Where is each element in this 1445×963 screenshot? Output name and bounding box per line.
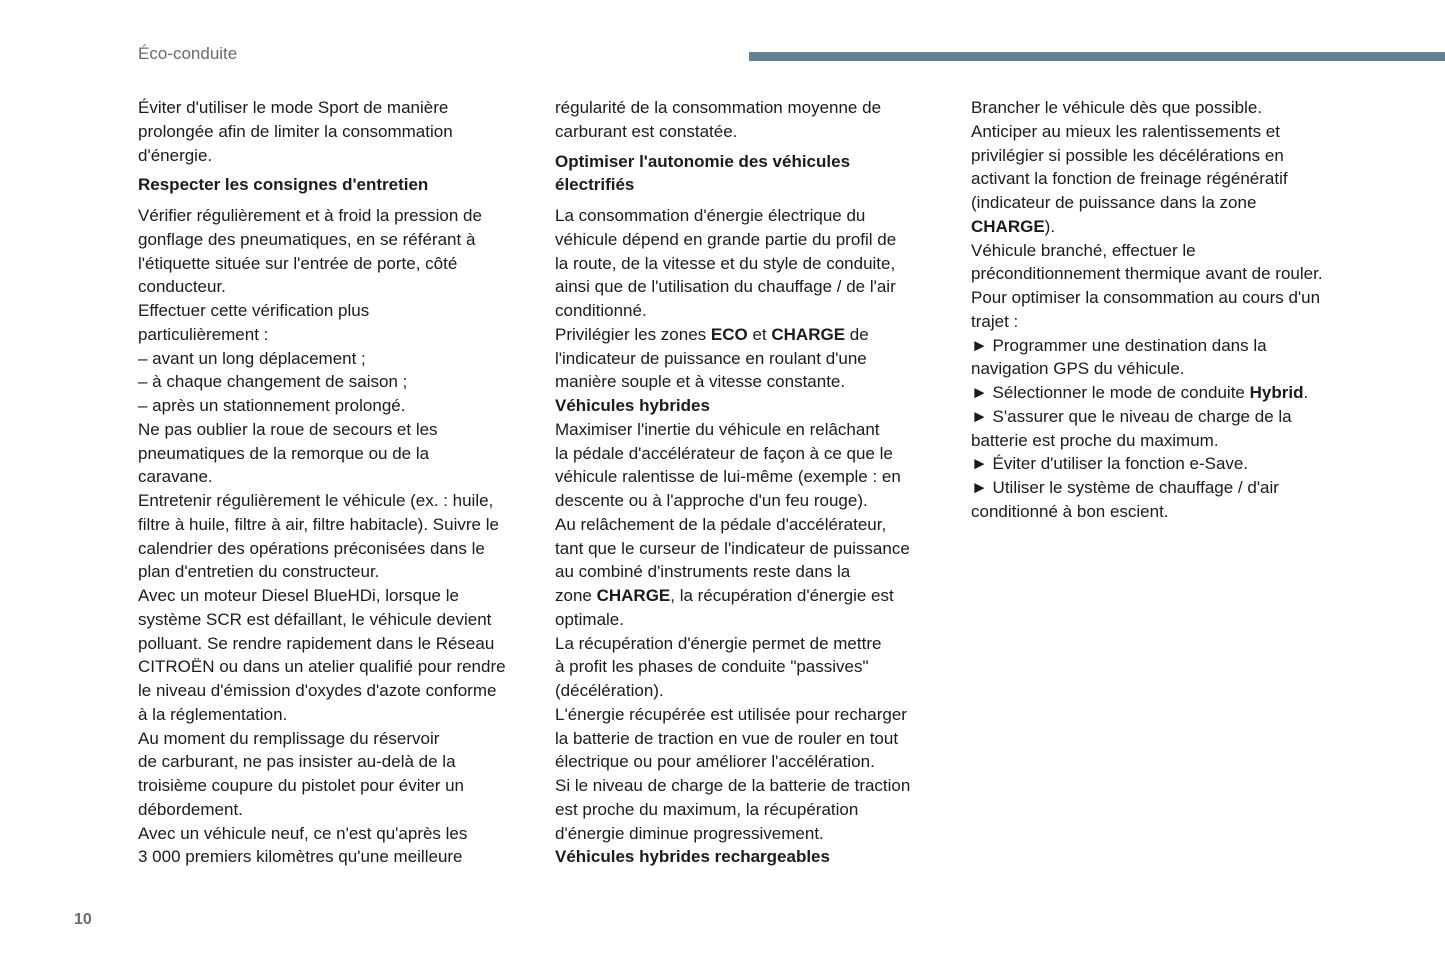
text-line	[555, 150, 955, 174]
text: Au relâchement de la pédale d'accélérateur,	[555, 514, 887, 534]
text-line	[971, 429, 1371, 453]
column-2	[555, 96, 955, 869]
text-line	[138, 489, 538, 513]
text-line	[138, 370, 538, 394]
text: La consommation d'énergie électrique du	[555, 206, 866, 225]
text: électrifiés	[555, 175, 635, 195]
text: zone	[555, 586, 597, 605]
text-line	[555, 489, 955, 513]
text: .	[1303, 383, 1309, 402]
text: gonflage des pneumatiques, en se référant à	[138, 229, 476, 249]
text: Pour optimiser la consommation au cours d'un	[971, 288, 1321, 307]
text: véhicule ralentisse de lui-même (exemple : en	[555, 467, 901, 487]
text: batterie est proche du maximum.	[971, 430, 1219, 450]
text-line	[138, 632, 538, 656]
text: filtre à huile, filtre à air, filtre habitacle). Suivre le	[138, 514, 499, 534]
page-number: 10	[74, 911, 92, 928]
text-line	[138, 275, 538, 299]
text: ► Programmer une destination dans la	[971, 335, 1267, 355]
text-line	[555, 608, 955, 632]
text: de carburant, ne pas insister au-delà de la	[138, 752, 456, 772]
text-line	[971, 405, 1371, 429]
text-line	[138, 96, 538, 120]
bold-text: Véhicules hybrides	[555, 396, 710, 415]
text: optimale.	[555, 609, 624, 629]
text: L'énergie récupérée est utilisée pour recharger	[555, 704, 907, 724]
section-heading	[555, 150, 955, 198]
text-line	[555, 774, 955, 798]
section-heading	[138, 173, 538, 197]
text-line	[555, 465, 955, 489]
text-line	[555, 275, 955, 299]
text: activant la fonction de freinage régénératif	[971, 169, 1288, 189]
text: de	[845, 324, 869, 344]
text-line	[971, 120, 1371, 144]
text: conducteur.	[138, 277, 226, 297]
text: Privilégier les zones	[555, 324, 711, 344]
text-line	[138, 798, 538, 822]
text: conditionné à bon escient.	[971, 501, 1169, 521]
text: 3 000 premiers kilomètres qu'une meilleure	[138, 847, 463, 867]
text: électrique ou pour améliorer l'accélération.	[555, 752, 875, 772]
text-line	[971, 191, 1371, 215]
text-line	[555, 370, 955, 394]
text-line	[138, 513, 538, 537]
text: polluant. Se rendre rapidement dans le Réseau	[138, 633, 495, 653]
text-line	[555, 560, 955, 584]
text: d'énergie.	[138, 145, 213, 165]
text: régularité de la consommation moyenne de	[555, 98, 882, 117]
text-line	[971, 96, 1371, 120]
text-line	[971, 167, 1371, 191]
text: et	[747, 324, 772, 344]
text-line	[138, 228, 538, 252]
text: caravane.	[138, 467, 213, 487]
text: préconditionnement thermique avant de rouler.	[971, 264, 1323, 284]
paragraph	[138, 96, 538, 167]
bold-text: CHARGE	[596, 586, 671, 605]
text: ► Sélectionner le mode de conduite	[971, 383, 1250, 402]
text-line	[555, 513, 955, 537]
text: ► Utiliser le système de chauffage / d'air	[971, 478, 1279, 497]
text-line	[138, 703, 538, 727]
text-line	[138, 173, 538, 197]
text: Optimiser l'autonomie des véhicules	[555, 151, 851, 171]
text-line	[971, 215, 1371, 239]
text-line	[138, 584, 538, 608]
text: ► Éviter d'utiliser la fonction e-Save.	[971, 454, 1249, 474]
text: ).	[1044, 216, 1056, 236]
text: , la récupération d'énergie est	[670, 586, 894, 605]
text-line	[555, 703, 955, 727]
column-3	[971, 96, 1371, 524]
text: à la réglementation.	[138, 704, 288, 724]
text-line	[971, 310, 1371, 334]
text-line	[555, 584, 955, 608]
text-line	[555, 418, 955, 442]
text-line	[138, 679, 538, 703]
text: troisième coupure du pistolet pour éviter un	[138, 776, 465, 795]
text-line	[138, 465, 538, 489]
text: privilégier si possible les décélérations en	[971, 145, 1284, 165]
text-line	[971, 381, 1371, 405]
text-line	[138, 204, 538, 228]
text: conditionné.	[555, 301, 647, 320]
text-line	[555, 798, 955, 822]
text: – après un stationnement prolongé.	[138, 396, 406, 415]
text-line	[555, 394, 955, 418]
column-1	[138, 96, 538, 869]
text: (indicateur de puissance dans la zone	[971, 193, 1257, 212]
text-line	[971, 262, 1371, 286]
text: prolongée afin de limiter la consommation	[138, 121, 453, 141]
text-line	[138, 120, 538, 144]
text: manière souple et à vitesse constante.	[555, 372, 846, 392]
text-line	[138, 560, 538, 584]
text-line	[555, 727, 955, 751]
text: l'indicateur de puissance en roulant d'une	[555, 348, 867, 368]
text-line	[555, 120, 955, 144]
text: est proche du maximum, la récupération	[555, 799, 859, 819]
text-line	[555, 299, 955, 323]
text-line	[971, 334, 1371, 358]
text-line	[555, 252, 955, 276]
text: – avant un long déplacement ;	[138, 348, 366, 368]
text: véhicule dépend en grande partie du profil de	[555, 229, 897, 249]
header-accent-bar	[749, 52, 1445, 61]
text: (décélération).	[555, 681, 664, 700]
text-line	[138, 822, 538, 846]
text: Anticiper au mieux les ralentissements et	[971, 121, 1280, 141]
text: Ne pas oublier la roue de secours et les	[138, 419, 438, 439]
text-line	[555, 204, 955, 228]
text: plan d'entretien du constructeur.	[138, 562, 380, 582]
text-line	[971, 357, 1371, 381]
paragraph	[138, 204, 538, 869]
text-line	[555, 632, 955, 656]
text-line	[555, 173, 955, 197]
text: Entretenir régulièrement le véhicule (ex. : huile,	[138, 491, 494, 510]
text-line	[555, 96, 955, 120]
text-line	[971, 500, 1371, 524]
text-line	[971, 452, 1371, 476]
text: à profit les phases de conduite "passives"	[555, 657, 869, 677]
bold-text: CHARGE	[971, 216, 1045, 236]
text: tant que le curseur de l'indicateur de puissance	[555, 538, 910, 558]
bold-text: CHARGE	[771, 324, 846, 344]
text-line	[138, 442, 538, 466]
text: Éviter d'utiliser le mode Sport de manière	[138, 98, 449, 117]
text-line	[555, 750, 955, 774]
text: Avec un véhicule neuf, ce n'est qu'après les	[138, 823, 468, 843]
text: Brancher le véhicule dès que possible.	[971, 98, 1263, 117]
text: particulièrement :	[138, 324, 269, 344]
text: système SCR est défaillant, le véhicule devient	[138, 609, 492, 629]
text: au combiné d'instruments reste dans la	[555, 562, 851, 582]
text-line	[138, 418, 538, 442]
text: Effectuer cette vérification plus	[138, 301, 370, 320]
text-line	[555, 655, 955, 679]
text: navigation GPS du véhicule.	[971, 359, 1185, 379]
text-line	[555, 537, 955, 561]
text-line	[138, 774, 538, 798]
text: Vérifier régulièrement et à froid la pression de	[138, 206, 482, 225]
text-line	[138, 537, 538, 561]
text: Maximiser l'inertie du véhicule en relâchant	[555, 419, 880, 439]
text-line	[138, 394, 538, 418]
text-line	[138, 608, 538, 632]
text: calendrier des opérations préconisées dans le	[138, 538, 485, 558]
text: carburant est constatée.	[555, 121, 738, 141]
text: pneumatiques de la remorque ou de la	[138, 443, 430, 463]
text: le niveau d'émission d'oxydes d'azote conforme	[138, 681, 497, 700]
text-line	[971, 476, 1371, 500]
text: ► S'assurer que le niveau de charge de la	[971, 406, 1292, 426]
paragraph	[555, 204, 955, 869]
bold-text: ECO	[710, 324, 748, 344]
text: Véhicule branché, effectuer le	[971, 240, 1196, 260]
text-line	[555, 323, 955, 347]
text: la batterie de traction en vue de rouler en tout	[555, 728, 899, 748]
text: d'énergie diminue progressivement.	[555, 823, 824, 843]
text-line	[555, 822, 955, 846]
text: l'étiquette située sur l'entrée de porte, côté	[138, 253, 458, 273]
text-line	[555, 228, 955, 252]
paragraph	[971, 96, 1371, 524]
text-line	[138, 655, 538, 679]
text-line	[138, 750, 538, 774]
text: débordement.	[138, 799, 243, 819]
text: La récupération d'énergie permet de mettre	[555, 633, 882, 653]
text: Avec un moteur Diesel BlueHDi, lorsque le	[138, 586, 459, 605]
text: la route, de la vitesse et du style de conduite,	[555, 253, 896, 273]
text-line	[138, 323, 538, 347]
bold-text: Véhicules hybrides rechargeables	[555, 847, 830, 867]
text-line	[138, 845, 538, 869]
text-line	[138, 144, 538, 168]
text: descente ou à l'approche d'un feu rouge).	[555, 491, 868, 510]
text-line	[555, 679, 955, 703]
text: Au moment du remplissage du réservoir	[138, 728, 440, 748]
section-title: Éco-conduite	[138, 44, 238, 63]
text: Si le niveau de charge de la batterie de traction	[555, 776, 911, 795]
paragraph	[555, 96, 955, 144]
text: trajet :	[971, 311, 1019, 331]
text-line	[138, 727, 538, 751]
text-line	[971, 286, 1371, 310]
text: ainsi que de l'utilisation du chauffage / de l'air	[555, 277, 896, 297]
text: Respecter les consignes d'entretien	[138, 175, 429, 195]
text-line	[138, 252, 538, 276]
text-line	[555, 442, 955, 466]
text: – à chaque changement de saison ;	[138, 372, 408, 392]
text-line	[138, 299, 538, 323]
text: CITROËN ou dans un atelier qualifié pour rendre	[138, 657, 506, 677]
text-line	[971, 239, 1371, 263]
bold-text: Hybrid	[1249, 383, 1304, 402]
text-line	[555, 347, 955, 371]
text-line	[555, 845, 955, 869]
text: la pédale d'accélérateur de façon à ce que le	[555, 443, 893, 463]
text-line	[971, 144, 1371, 168]
text-line	[138, 347, 538, 371]
